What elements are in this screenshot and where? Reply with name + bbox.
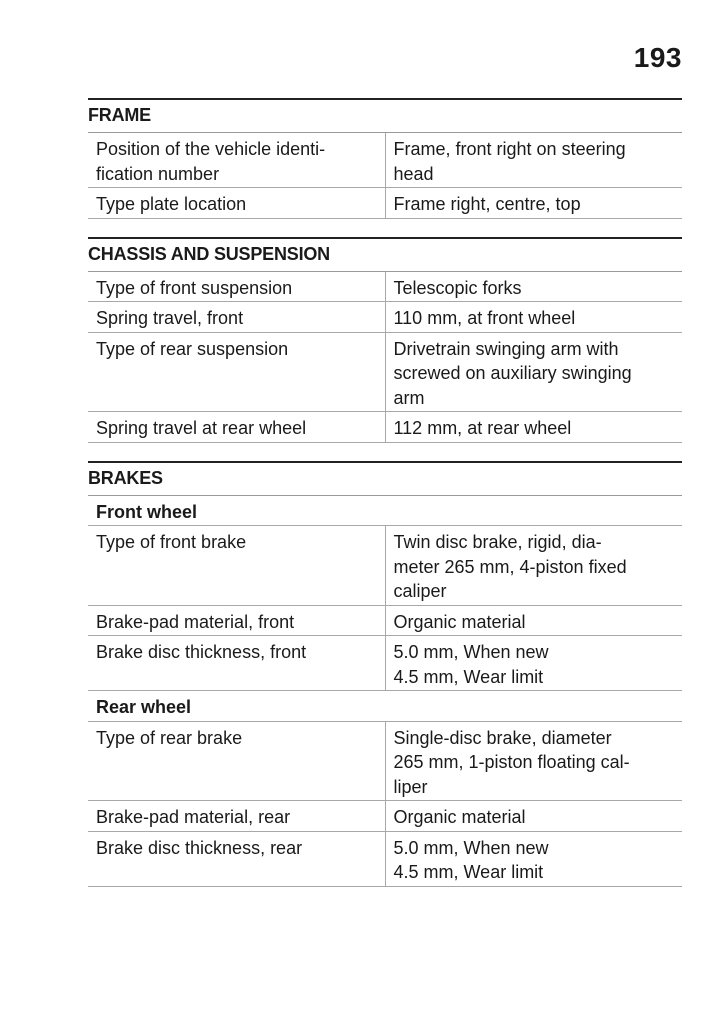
brakes-table	[88, 496, 682, 887]
row-value: Single-disc brake, diameter 265 mm, 1-piston floating cal- liper	[385, 721, 682, 801]
section-title-brakes: BRAKES	[88, 461, 682, 496]
table-row	[88, 302, 682, 333]
row-label: Brake disc thickness, rear	[88, 831, 385, 886]
chassis-table	[88, 272, 682, 443]
frame-section	[88, 98, 682, 219]
frame-table	[88, 133, 682, 219]
section-title-chassis: CHASSIS AND SUSPENSION	[88, 237, 682, 272]
table-row	[88, 412, 682, 443]
row-value: Frame, front right on steering head	[385, 133, 682, 188]
row-value: Organic material	[385, 801, 682, 832]
brakes-section	[88, 461, 682, 887]
subheading-row	[88, 691, 682, 722]
row-value: Twin disc brake, rigid, dia- meter 265 mm, 4-piston fixed caliper	[385, 526, 682, 606]
chassis-section	[88, 237, 682, 443]
table-row	[88, 801, 682, 832]
row-label: Position of the vehicle identi- fication number	[88, 133, 385, 188]
table-row	[88, 831, 682, 886]
page-number: 193	[633, 42, 682, 73]
subheading-rear-wheel: Rear wheel	[88, 691, 682, 722]
row-label: Spring travel, front	[88, 302, 385, 333]
row-label: Type of rear brake	[88, 721, 385, 801]
row-label: Type of front brake	[88, 526, 385, 606]
row-value: Organic material	[385, 605, 682, 636]
row-label: Spring travel at rear wheel	[88, 412, 385, 443]
table-row	[88, 605, 682, 636]
row-value: Telescopic forks	[385, 272, 682, 302]
section-title-frame: FRAME	[88, 98, 682, 133]
table-row	[88, 636, 682, 691]
row-value: 112 mm, at rear wheel	[385, 412, 682, 443]
row-label: Brake-pad material, rear	[88, 801, 385, 832]
row-label: Type of rear suspension	[88, 332, 385, 412]
row-label: Type plate location	[88, 188, 385, 219]
row-value: 5.0 mm, When new 4.5 mm, Wear limit	[385, 831, 682, 886]
table-row	[88, 133, 682, 188]
table-row	[88, 272, 682, 302]
table-row	[88, 188, 682, 219]
row-value: 110 mm, at front wheel	[385, 302, 682, 333]
row-label: Type of front suspension	[88, 272, 385, 302]
row-value: 5.0 mm, When new 4.5 mm, Wear limit	[385, 636, 682, 691]
subheading-front-wheel: Front wheel	[88, 496, 682, 526]
table-row	[88, 332, 682, 412]
row-value: Drivetrain swinging arm with screwed on auxiliary swinging arm	[385, 332, 682, 412]
subheading-row	[88, 496, 682, 526]
row-value: Frame right, centre, top	[385, 188, 682, 219]
spec-content	[88, 98, 682, 905]
table-row	[88, 721, 682, 801]
table-row	[88, 526, 682, 606]
row-label: Brake-pad material, front	[88, 605, 385, 636]
row-label: Brake disc thickness, front	[88, 636, 385, 691]
